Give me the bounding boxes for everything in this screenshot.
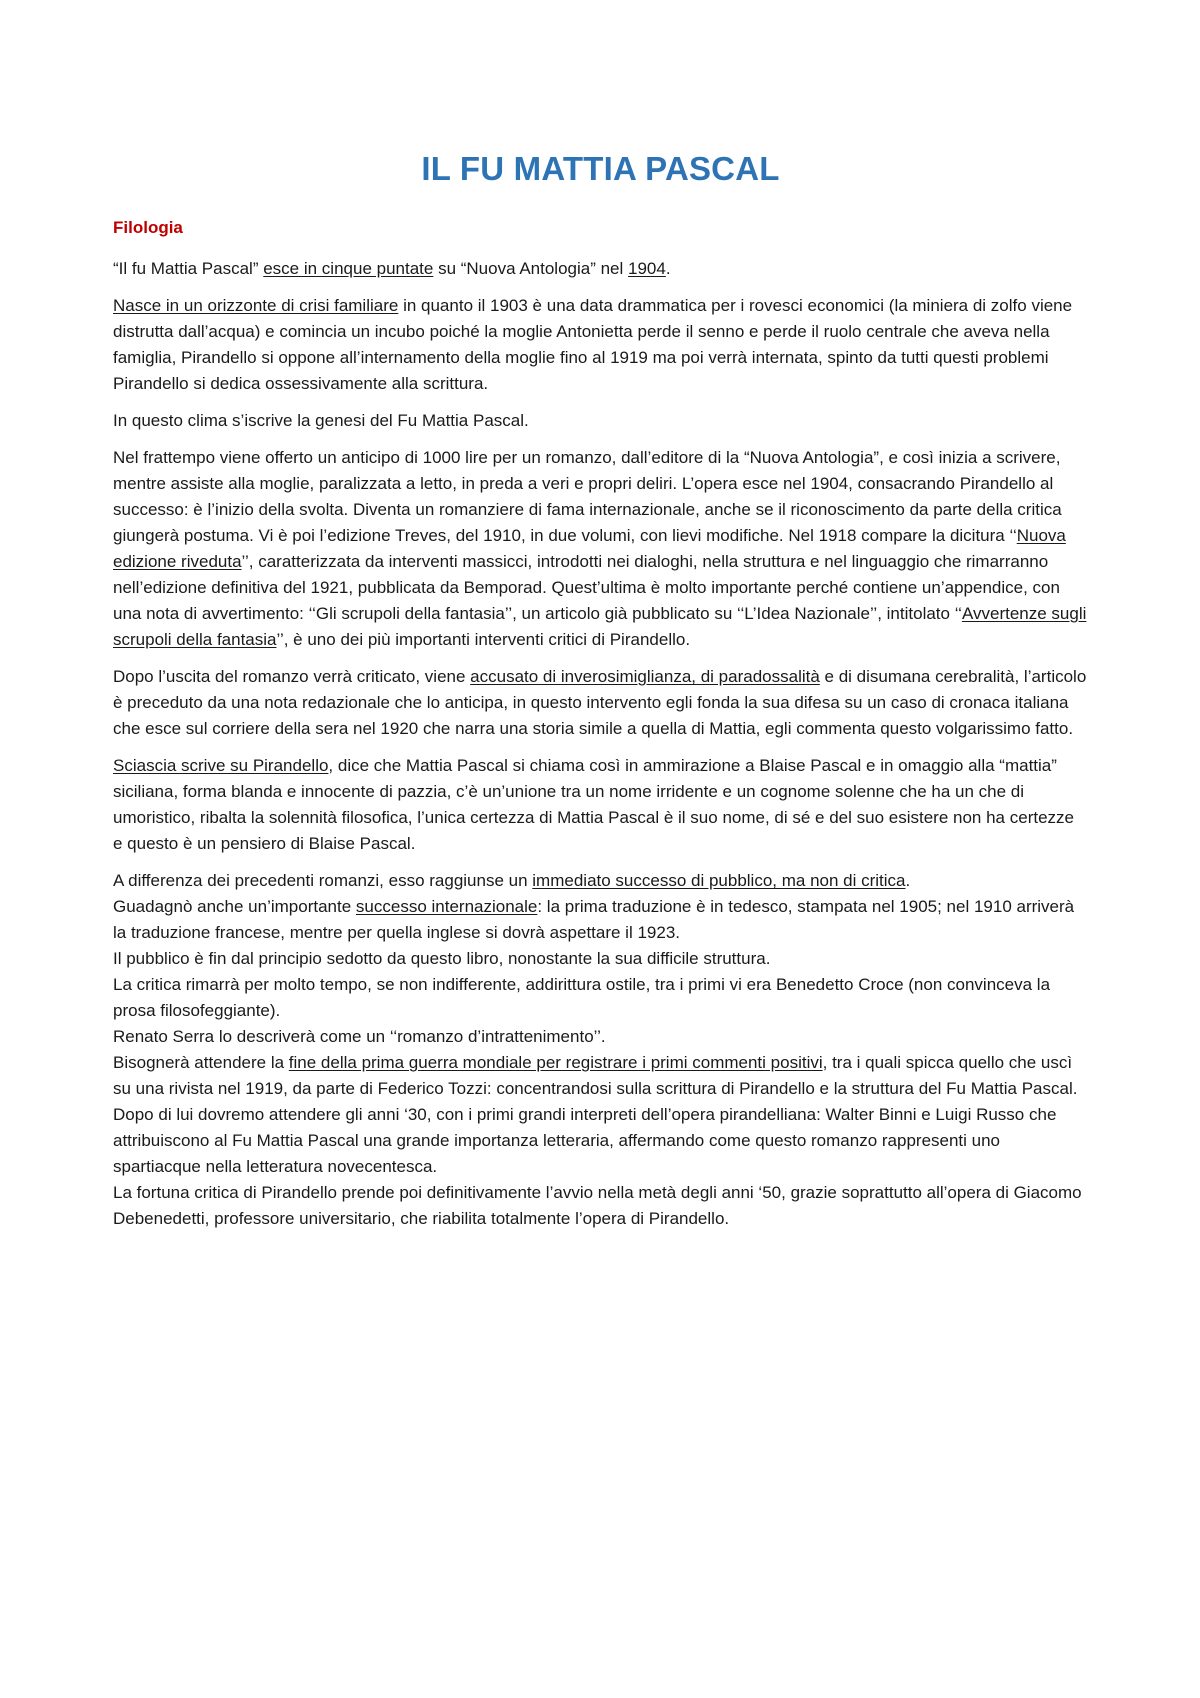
- underlined-text: esce in cinque puntate: [263, 259, 434, 278]
- underlined-text: accusato di inverosimiglianza, di paradossalità: [470, 667, 820, 686]
- underlined-text: Avvertenze sugli scrupoli della fantasia: [113, 604, 1087, 649]
- text-run: Bisognerà attendere la: [113, 1053, 289, 1072]
- text-run: e di disumana cerebralità, l’articolo è preceduto da una nota redazionale che lo anticipa, in questo intervento egli fonda la sua difesa su un caso di cronaca italiana che esce sul corriere della sera nel 1920 che narra una storia simile a quella di Mattia, egli commenta questo volgarissimo fatto.: [113, 667, 1087, 738]
- underlined-text: 1904: [628, 259, 666, 278]
- paragraph-public: Il pubblico è fin dal principio sedotto da questo libro, nonostante la sua difficile struttura.: [113, 949, 771, 968]
- text-run: .: [665, 259, 671, 278]
- paragraph-criticism: [113, 664, 1088, 742]
- underlined-text: Sciascia scrive su Pirandello: [113, 756, 329, 775]
- text-run: in quanto il 1903 è una data drammatica per i rovesci economici (la miniera di zolfo viene distrutta dall’acqua) e comincia un incubo poiché la moglie Antonietta perde il senno e perde il ruolo centrale che aveva nella famiglia, Pirandello si oppone all’internamento della moglie fino al 1919 ma poi verrà internata, spinto da tutti questi problemi Pirandello si dedica ossessivamente alla scrittura.: [113, 296, 1073, 393]
- text-run: Guadagnò anche un’importante: [113, 897, 356, 916]
- text-run: A differenza dei precedenti romanzi, esso raggiunse un: [113, 871, 533, 890]
- text-run: ’’, caratterizzata da interventi massicci, introdotti nei dialoghi, nella struttura e nel linguaggio che rimarranno nell’edizione definitiva del 1921, pubblicata da Bemporad. Quest’ultima è molto importante perché contiene un’appendice, con una nota di avvertimento: ‘‘Gli scrupoli della fantasia’’, un articolo già pubblicato su ‘‘L’Idea Nazionale’’, intitolato ‘‘: [113, 552, 1060, 623]
- document-title: IL FU MATTIA PASCAL: [421, 150, 780, 187]
- underlined-text: immediato successo di pubblico, ma non di critica: [532, 871, 906, 890]
- section-heading-filologia: Filologia: [113, 218, 183, 237]
- text-run: .: [905, 871, 911, 890]
- text-run: , dice che Mattia Pascal si chiama così in ammirazione a Blaise Pascal e in omaggio alla “mattia” siciliana, forma blanda e innocente di pazzia, c’è un’unione tra un nome irridente e un cognome solenne che ha un che di umoristico, ribalta la solennità filosofica, l’unica certezza di Mattia Pascal è il suo nome, di sé e del suo esistere non ha certezze e questo è un pensiero di Blaise Pascal.: [113, 756, 1074, 853]
- paragraph-croce: La critica rimarrà per molto tempo, se non indifferente, addirittura ostile, tra i primi vi era Benedetto Croce (non convinceva la prosa filosofeggiante).: [113, 975, 1051, 1020]
- text-run: Dopo l’uscita del romanzo verrà criticato, viene: [113, 667, 471, 686]
- paragraph-success: [113, 868, 1088, 894]
- paragraph-tozzi: [113, 1050, 1088, 1102]
- underlined-text: successo internazionale: [355, 897, 538, 916]
- paragraph-debenedetti: La fortuna critica di Pirandello prende poi definitivamente l’avvio nella metà degli anni ‘50, grazie soprattutto all’opera di Giacomo Debenedetti, professore universitario, che riabilita totalmente l’opera di Pirandello.: [113, 1183, 1082, 1228]
- paragraph-serra: Renato Serra lo descriverà come un ‘‘romanzo d’intrattenimento’’.: [113, 1027, 606, 1046]
- paragraph-editions: [113, 445, 1088, 653]
- text-run: , tra i quali spicca quello che uscì su una rivista nel 1919, da parte di Federico Tozzi: concentrandosi sulla scrittura di Pirandello e la struttura del Fu Mattia Pascal.: [113, 1053, 1078, 1098]
- paragraph-translations: [113, 894, 1088, 946]
- text-run: su “Nuova Antologia” nel: [433, 259, 629, 278]
- paragraph-publication: [113, 256, 1088, 282]
- text-run: ’’, è uno dei più importanti interventi critici di Pirandello.: [276, 630, 691, 649]
- paragraph-genesis: In questo clima s’iscrive la genesi del Fu Mattia Pascal.: [113, 411, 529, 430]
- paragraph-family-crisis: [113, 293, 1088, 397]
- text-run: : la prima traduzione è in tedesco, stampata nel 1905; nel 1910 arriverà la traduzione francese, mentre per quella inglese si dovrà aspettare il 1923.: [113, 897, 1075, 942]
- text-run: “Il fu Mattia Pascal”: [113, 259, 264, 278]
- paragraph-sciascia: [113, 753, 1088, 857]
- paragraph-thirties: Dopo di lui dovremo attendere gli anni ‘30, con i primi grandi interpreti dell’opera pirandelliana: Walter Binni e Luigi Russo che attribuiscono al Fu Mattia Pascal una grande importanza letteraria, affermando come questo romanzo rappresenti uno spartiacque nella letteratura novecentesca.: [113, 1105, 1057, 1176]
- underlined-text: Nuova edizione riveduta: [113, 526, 1066, 571]
- text-run: Nel frattempo viene offerto un anticipo di 1000 lire per un romanzo, dall’editore di la “Nuova Antologia”, e così inizia a scrivere, mentre assiste alla moglie, paralizzata a letto, in preda a veri e propri deliri. L’opera esce nel 1904, consacrando Pirandello al successo: è l’inizio della svolta. Diventa un romanziere di fama internazionale, anche se il riconoscimento da parte della critica giungerà postuma. Vi è poi l’edizione Treves, del 1910, in due volumi, con lievi modifiche. Nel 1918 compare la dicitura ‘‘: [113, 448, 1062, 545]
- underlined-text: fine della prima guerra mondiale per registrare i primi commenti positivi: [288, 1053, 823, 1072]
- document-page: [113, 150, 1088, 1232]
- underlined-text: Nasce in un orizzonte di crisi familiare: [113, 296, 399, 315]
